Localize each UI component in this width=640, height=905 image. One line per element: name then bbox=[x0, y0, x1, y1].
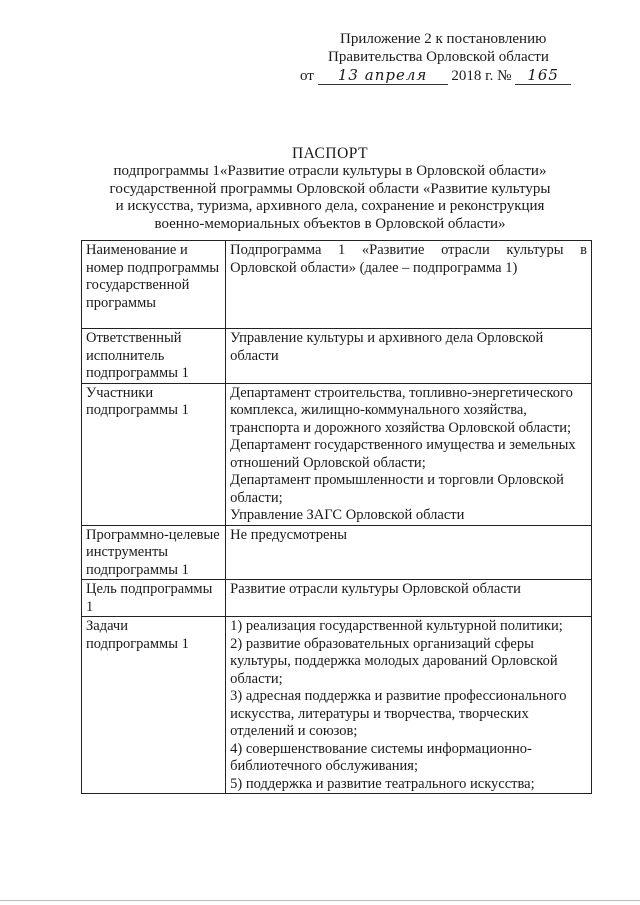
row-value-line: Департамент промышленности и торговли Орловской области; bbox=[230, 472, 564, 506]
row-label: Программно-целевые инструменты подпрограммы 1 bbox=[82, 525, 226, 580]
date-number-line bbox=[300, 66, 600, 85]
title-line-3: и искусства, туризма, архивного дела, сохранение и реконструкция bbox=[115, 198, 545, 215]
row-value-line: Управление культуры и архивного дела Орловской области bbox=[230, 330, 544, 364]
row-value-line: Развитие отрасли культуры Орловской области bbox=[230, 581, 521, 597]
title-line-4: военно-мемориальных объектов в Орловской области» bbox=[154, 215, 506, 232]
date-prefix: от bbox=[300, 68, 314, 84]
row-value-line: Департамент строительства, топливно-энергетического комплекса, жилищно-коммунального хозяйства, транспорта и дорожного хозяйства Орловской области; bbox=[230, 384, 573, 436]
row-value-line: 4) совершенствование системы информационно-библиотечного обслуживания; bbox=[230, 740, 532, 774]
row-label: Цель подпрограммы 1 bbox=[82, 580, 226, 617]
row-value-line: 3) адресная поддержка и развитие профессионального искусства, литературы и творчества, творческих отделений и союзов; bbox=[230, 688, 567, 739]
table-row bbox=[82, 329, 592, 384]
row-value bbox=[226, 329, 592, 384]
row-label: Задачи подпрограммы 1 bbox=[82, 617, 226, 794]
row-value-line: Не предусмотрены bbox=[230, 526, 347, 543]
row-value bbox=[226, 617, 592, 794]
row-value bbox=[226, 241, 592, 329]
row-value-line: 1) реализация государственной культурной политики; bbox=[230, 618, 563, 634]
document-title bbox=[60, 145, 600, 233]
title-line-1: подпрограммы 1«Развитие отрасли культуры в Орловской области» bbox=[113, 163, 547, 180]
table-row bbox=[82, 241, 592, 329]
page-edge-divider bbox=[0, 900, 640, 901]
handwritten-number: 165 bbox=[515, 66, 571, 85]
appendix-line: Приложение 2 к постановлению bbox=[340, 31, 547, 47]
government-line: Правительства Орловской области bbox=[328, 49, 549, 65]
row-value-line: Департамент государственного имущества и земельных отношений Орловской области; bbox=[230, 437, 576, 471]
table-row bbox=[82, 617, 592, 794]
table-row bbox=[82, 383, 592, 525]
row-value-line: Подпрограмма 1 «Развитие отрасли культуры в Орловской области» (далее – подпрограмма 1) bbox=[230, 242, 587, 276]
row-label: Наименование и номер подпрограммы государственной программы bbox=[82, 241, 226, 329]
row-value bbox=[226, 525, 592, 580]
passport-table bbox=[81, 240, 592, 794]
table-row bbox=[82, 525, 592, 580]
row-label: Участники подпрограммы 1 bbox=[82, 383, 226, 525]
document-header bbox=[300, 30, 600, 85]
row-label: Ответственный исполнитель подпрограммы 1 bbox=[82, 329, 226, 384]
table-row bbox=[82, 580, 592, 617]
row-value-line: 2) развитие образовательных организаций сферы культуры, поддержка молодых дарований Орловской области; bbox=[230, 635, 558, 687]
title-line-2: государственной программы Орловской области «Развитие культуры bbox=[109, 180, 551, 197]
handwritten-date: 13 апреля bbox=[318, 66, 448, 85]
row-value-line: Управление ЗАГС Орловской области bbox=[230, 507, 465, 523]
row-value bbox=[226, 383, 592, 525]
row-value-line: 5) поддержка и развитие театрального искусства; bbox=[230, 775, 535, 792]
year-text: 2018 г. № bbox=[451, 68, 512, 84]
row-value bbox=[226, 580, 592, 617]
title-heading: ПАСПОРТ bbox=[291, 145, 369, 162]
